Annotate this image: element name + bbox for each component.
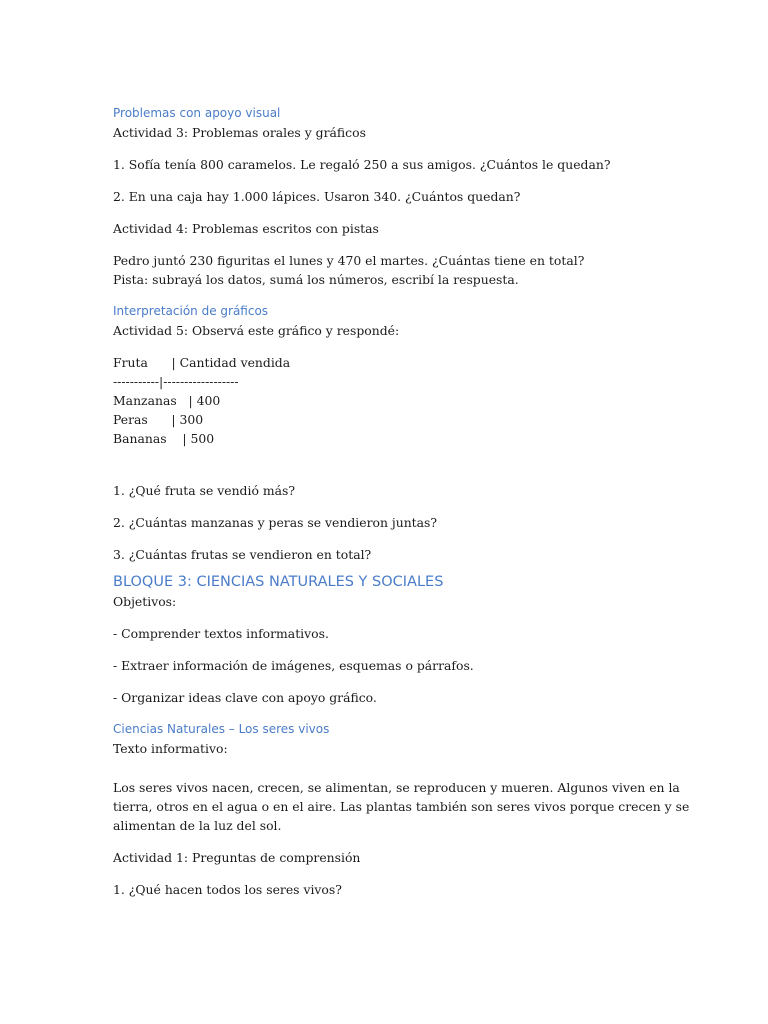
activity-5-question-2: 2. ¿Cuántas manzanas y peras se vendieron juntas? — [113, 515, 438, 530]
heading-problemas-apoyo-visual: Problemas con apoyo visual — [113, 106, 281, 120]
activity-3-problem-2: 2. En una caja hay 1.000 lápices. Usaron 340. ¿Cuántos quedan? — [113, 189, 521, 204]
activity-4-title: Actividad 4: Problemas escritos con pistas — [113, 221, 379, 236]
fruit-table-row: Bananas | 500 — [113, 431, 215, 446]
activity-3-problem-1: 1. Sofía tenía 800 caramelos. Le regaló 250 a sus amigos. ¿Cuántos le quedan? — [113, 157, 611, 172]
informative-paragraph-line: Los seres vivos nacen, crecen, se alimentan, se reproducen y mueren. Algunos viven en la — [113, 780, 680, 795]
heading-interpretacion-graficos: Interpretación de gráficos — [113, 304, 269, 318]
activity-4-hint: Pista: subrayá los datos, sumá los números, escribí la respuesta. — [113, 272, 519, 287]
activity-5-question-3: 3. ¿Cuántas frutas se vendieron en total? — [113, 547, 372, 562]
fruit-table-row: Peras | 300 — [113, 412, 204, 427]
informative-paragraph-line: alimentan de la luz del sol. — [113, 818, 282, 833]
objectives-label: Objetivos: — [113, 594, 177, 609]
activity-1-title: Actividad 1: Preguntas de comprensión — [113, 850, 361, 865]
activity-3-title: Actividad 3: Problemas orales y gráficos — [113, 125, 366, 140]
informative-text-label: Texto informativo: — [113, 741, 228, 756]
heading-ciencias-naturales: Ciencias Naturales – Los seres vivos — [113, 722, 330, 736]
fruit-table-header: Fruta | Cantidad vendida — [113, 355, 291, 370]
fruit-table-row: Manzanas | 400 — [113, 393, 221, 408]
fruit-table — [113, 353, 673, 448]
document-page — [113, 104, 690, 899]
activity-5-title: Actividad 5: Observá este gráfico y respondé: — [113, 323, 400, 338]
fruit-table-separator: -----------|------------------ — [113, 374, 239, 389]
heading-bloque-3: BLOQUE 3: CIENCIAS NATURALES Y SOCIALES — [113, 574, 444, 590]
activity-4-problem: Pedro juntó 230 figuritas el lunes y 470 el martes. ¿Cuántas tiene en total? — [113, 253, 585, 268]
activity-5-question-1: 1. ¿Qué fruta se vendió más? — [113, 483, 295, 498]
informative-paragraph-line: tierra, otros en el agua o en el aire. Las plantas también son seres vivos porque crecen y se — [113, 799, 690, 814]
objective-item: - Comprender textos informativos. — [113, 626, 329, 641]
activity-1-question-1: 1. ¿Qué hacen todos los seres vivos? — [113, 882, 342, 897]
objective-item: - Organizar ideas clave con apoyo gráfico. — [113, 690, 377, 705]
objective-item: - Extraer información de imágenes, esquemas o párrafos. — [113, 658, 474, 673]
